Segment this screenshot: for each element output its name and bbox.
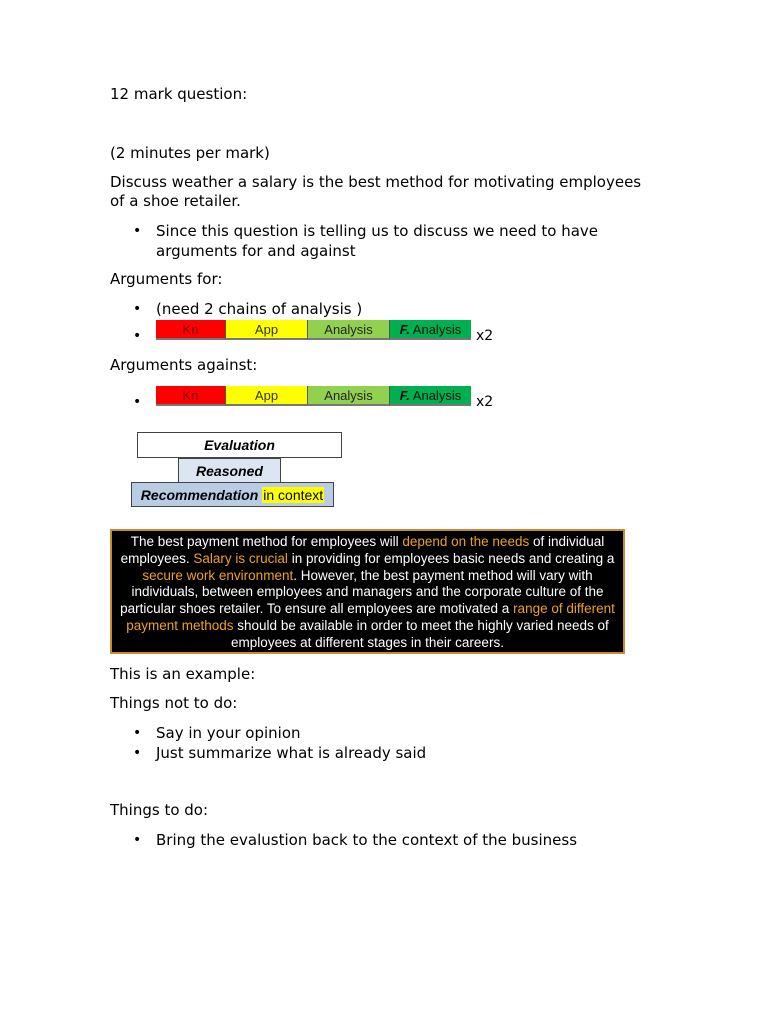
- to-do-label: Things to do:: [110, 801, 209, 819]
- chain-f-analysis: [390, 320, 471, 340]
- example-text: The best payment method for employees will: [130, 534, 403, 549]
- bullet: •: [133, 301, 142, 317]
- bullet: •: [133, 328, 142, 344]
- recommendation-box: [131, 482, 334, 507]
- analysis-chain-against: [156, 386, 471, 406]
- chains-note: (need 2 chains of analysis ): [156, 300, 363, 318]
- example-text: should be available in order to meet the highly varied needs of employees at different stages in their careers.: [231, 617, 609, 650]
- multiplier-for: x2: [476, 328, 494, 344]
- chain-app: App: [226, 320, 308, 340]
- chain-kn: Kn: [156, 386, 226, 406]
- discuss-line-2: arguments for and against: [156, 242, 356, 260]
- question-heading: 12 mark question:: [110, 85, 248, 103]
- example-paragraph: [110, 529, 625, 654]
- chain-app: App: [226, 386, 308, 406]
- not-to-do-item: Just summarize what is already said: [156, 744, 427, 762]
- minutes-note: (2 minutes per mark): [110, 144, 270, 162]
- not-to-do-label: Things not to do:: [110, 694, 238, 712]
- question-line-1: Discuss weather a salary is the best method for motivating employees: [110, 173, 642, 191]
- example-label: This is an example:: [110, 665, 256, 683]
- chain-f-prefix: F.: [399, 321, 410, 337]
- chain-analysis: Analysis: [308, 386, 390, 406]
- bullet: •: [133, 223, 142, 239]
- chain-kn: Kn: [156, 320, 226, 340]
- chain-f-prefix: F.: [399, 387, 410, 403]
- bullet: •: [133, 745, 142, 761]
- bullet: •: [133, 832, 142, 848]
- arguments-against-label: Arguments against:: [110, 356, 258, 374]
- discuss-line-1: Since this question is telling us to discuss we need to have: [156, 222, 599, 240]
- analysis-chain-for: [156, 320, 471, 340]
- bullet: •: [133, 725, 142, 741]
- bullet: •: [133, 394, 142, 410]
- example-text: in providing for employees basic needs and creating a: [287, 550, 615, 566]
- question-line-2: of a shoe retailer.: [110, 192, 241, 210]
- chain-f-rest: Analysis: [409, 321, 462, 337]
- in-context-highlight: in context: [263, 486, 324, 503]
- arguments-for-label: Arguments for:: [110, 270, 223, 288]
- reasoned-box: Reasoned: [178, 458, 281, 483]
- example-highlight: depend on the needs: [402, 534, 530, 549]
- chain-analysis: Analysis: [308, 320, 390, 340]
- chain-f-rest: Analysis: [409, 387, 462, 403]
- example-highlight: range of different payment methods: [126, 601, 615, 633]
- to-do-item: Bring the evalustion back to the context of the business: [156, 831, 578, 849]
- recommendation-text: Recommendation: [140, 486, 259, 503]
- example-text: of individual employees.: [120, 534, 605, 566]
- evaluation-box: Evaluation: [137, 432, 342, 458]
- example-highlight: Salary is crucial: [193, 550, 288, 566]
- example-text: . However, the best payment method will vary with individuals, between employees and managers and the corporate culture of the particular shoes retailer. To ensure all employees are motivated a: [120, 567, 604, 617]
- not-to-do-item: Say in your opinion: [156, 724, 301, 742]
- chain-f-analysis: [390, 386, 471, 406]
- example-highlight: secure work environment: [142, 567, 294, 583]
- multiplier-against: x2: [476, 394, 494, 410]
